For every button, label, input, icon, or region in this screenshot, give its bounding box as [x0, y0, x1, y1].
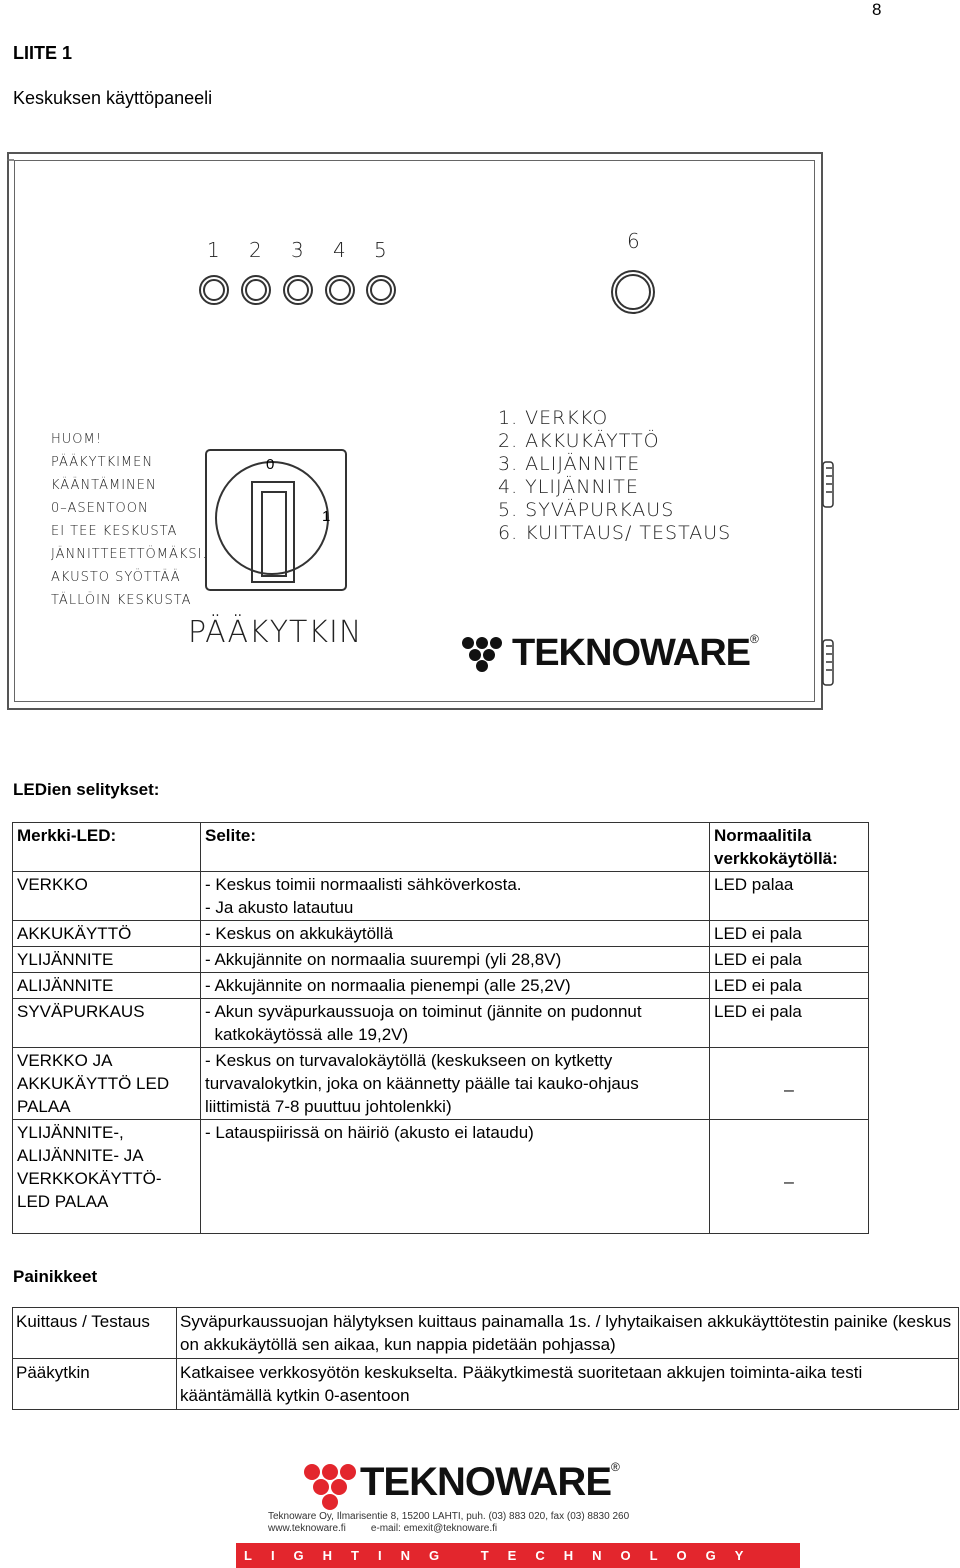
led-name: YLIJÄNNITE	[13, 947, 201, 973]
note-line: AKUSTO SYÖTTÄÄ	[51, 570, 181, 585]
panel-brand-logo	[512, 632, 758, 675]
footer-logo-mark	[300, 1462, 360, 1512]
switch-position-0: 0	[266, 456, 275, 473]
switch-position-1: 1	[322, 508, 331, 525]
table-row	[13, 1120, 869, 1234]
header-desc: Selite:	[201, 823, 710, 872]
led-desc: - Akkujännite on normaalia pienempi (alle 25,2V)	[201, 973, 710, 999]
control-panel-drawing	[0, 0, 960, 720]
table-header-row	[13, 823, 869, 872]
main-switch-label: PÄÄKYTKIN	[188, 615, 363, 650]
page-title: LIITE 1	[13, 43, 73, 63]
legend-item: 5. SYVÄPURKAUS	[498, 499, 675, 521]
footer-email: e-mail: emexit@teknoware.fi	[370, 1523, 498, 1534]
led-state: _	[784, 1073, 794, 1092]
led-state: LED ei pala	[710, 999, 869, 1048]
led-desc: - Keskus on akkukäytöllä	[201, 921, 710, 947]
led-state: LED ei pala	[710, 947, 869, 973]
button-number-6: 6	[627, 229, 641, 253]
led-state: _	[784, 1165, 794, 1184]
led-desc: - Keskus toimii normaalisti sähköverkosta. - Ja akusto latautuu	[201, 872, 710, 921]
legend-item: 2. AKKUKÄYTTÖ	[498, 430, 660, 452]
note-line: PÄÄKYTKIMEN	[51, 455, 154, 470]
table-row	[13, 1359, 959, 1410]
led-number-1: 1	[207, 238, 221, 262]
footer-registered-mark: ®	[611, 1460, 619, 1474]
led-state: LED palaa	[710, 872, 869, 921]
led-name: ALIJÄNNITE	[13, 973, 201, 999]
led-section-title: LEDien selitykset:	[13, 780, 160, 799]
led-number-5: 5	[374, 238, 388, 262]
led-name: YLIJÄNNITE-, ALIJÄNNITE- JA VERKKOKÄYTTÖ- LED PALAA	[13, 1120, 201, 1234]
panel-legend	[498, 407, 731, 545]
button-name: Pääkytkin	[13, 1359, 177, 1410]
led-desc: - Keskus on turvavalokäytöllä (keskukseen on kytketty turvavalokytkin, joka on käännetty päälle tai kauko-ohjaus liittimistä 7-8 puuttuu johtolenkki)	[201, 1048, 710, 1120]
buttons-table	[12, 1307, 959, 1410]
note-line: HUOM!	[51, 432, 102, 447]
footer-brand-name: TEKNOWARE	[360, 1460, 611, 1504]
led-state: LED ei pala	[710, 973, 869, 999]
led-desc: - Akkujännite on normaalia suurempi (yli 28,8V)	[201, 947, 710, 973]
buttons-section-title: Painikkeet	[13, 1267, 98, 1286]
table-row	[13, 999, 869, 1048]
page-number: 8	[872, 0, 882, 19]
led-name: VERKKO	[13, 872, 201, 921]
led-indicators	[200, 276, 395, 304]
footer-tagline-bar: LIGHTING TECHNOLOGY	[236, 1543, 800, 1568]
table-row	[13, 872, 869, 921]
button-desc: Syväpurkaussuojan hälytyksen kuittaus painamalla 1s. / lyhytaikaisen akkukäyttötestin painike (keskus on akkukäytöllä sen aikaa, kun nappia pidetään pohjassa)	[177, 1308, 959, 1359]
led-desc: - Latauspiirissä on häiriö (akusto ei lataudu)	[201, 1120, 710, 1234]
led-table	[12, 822, 869, 1234]
table-row	[13, 1048, 869, 1120]
led-name: VERKKO JA AKKUKÄYTTÖ LED PALAA	[13, 1048, 201, 1120]
side-connectors	[823, 462, 833, 685]
registered-mark: ®	[750, 632, 758, 646]
legend-item: 1. VERKKO	[498, 407, 609, 429]
button-name: Kuittaus / Testaus	[13, 1308, 177, 1359]
led-name: AKKUKÄYTTÖ	[13, 921, 201, 947]
legend-item: 4. YLIJÄNNITE	[498, 476, 639, 498]
led-name: SYVÄPURKAUS	[13, 999, 201, 1048]
table-row	[13, 1308, 959, 1359]
panel-note	[51, 428, 208, 612]
led-number-4: 4	[333, 238, 347, 262]
led-state-cell	[710, 1120, 869, 1234]
header-state: Normaalitila verkkokäytöllä:	[710, 823, 869, 872]
led-number-2: 2	[249, 238, 263, 262]
footer-web: www.teknoware.fi	[268, 1523, 346, 1534]
note-line: TÄLLÖIN KESKUSTA	[51, 593, 192, 608]
led-state: LED ei pala	[710, 921, 869, 947]
led-state-cell	[710, 1048, 869, 1120]
led-desc: - Akun syväpurkaussuoja on toiminut (jännite on pudonnut katkokäytössä alle 19,2V)	[201, 999, 710, 1048]
table-row	[13, 921, 869, 947]
footer-brand-logo	[360, 1460, 619, 1505]
brand-logo-mark	[462, 637, 502, 672]
note-line: 0–ASENTOON	[51, 501, 149, 516]
legend-item: 6. KUITTAUS/ TESTAUS	[498, 522, 732, 544]
legend-item: 3. ALIJÄNNITE	[498, 453, 641, 475]
button-desc: Katkaisee verkkosyötön keskukselta. Pääkytkimestä suoritetaan akkujen toiminta-aika testi kääntämällä kytkin 0-asentoon	[177, 1359, 959, 1410]
note-line: JÄNNITTEETTÖMÄKSI.	[51, 547, 208, 562]
test-button	[612, 271, 654, 313]
footer-address: Teknoware Oy, Ilmarisentie 8, 15200 LAHTI, puh. (03) 883 020, fax (03) 8830 260	[268, 1511, 630, 1522]
footer-address-block	[268, 1511, 629, 1535]
led-number-3: 3	[291, 238, 305, 262]
brand-name: TEKNOWARE	[512, 632, 750, 674]
page-subtitle: Keskuksen käyttöpaneeli	[13, 88, 213, 108]
table-row	[13, 973, 869, 999]
header-led: Merkki-LED:	[13, 823, 201, 872]
table-row	[13, 947, 869, 973]
note-line: EI TEE KESKUSTA	[51, 524, 178, 539]
note-line: KÄÄNTÄMINEN	[51, 478, 157, 493]
